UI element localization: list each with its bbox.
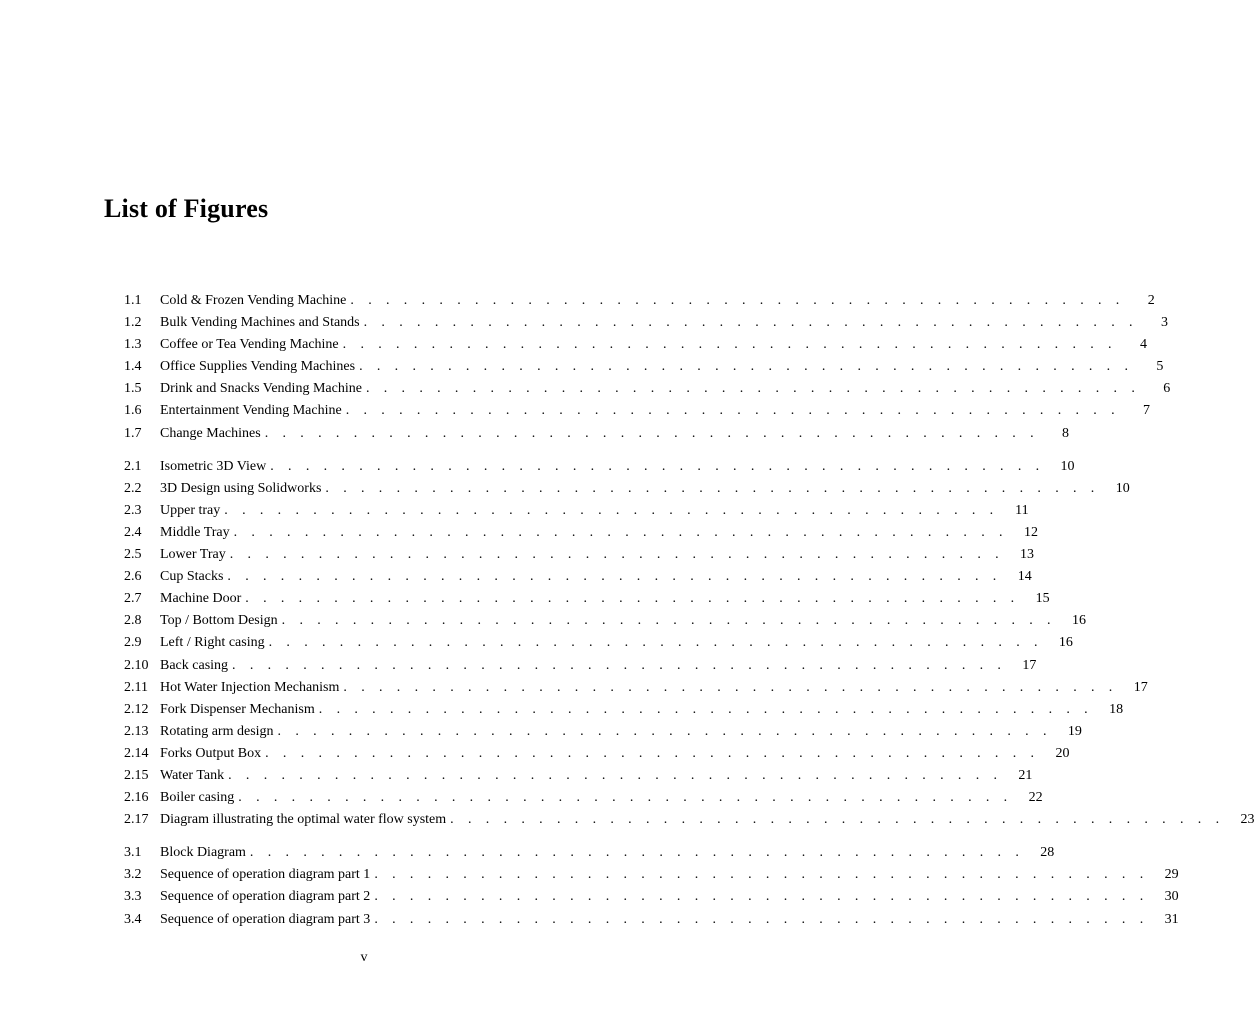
figure-number: 3.2 — [124, 867, 142, 883]
figure-entry[interactable] — [124, 864, 1179, 886]
figure-entry[interactable] — [124, 842, 1055, 864]
figure-number: 2.2 — [124, 480, 142, 496]
figure-number: 2.1 — [124, 458, 142, 474]
figure-title: Boiler casing — [160, 790, 235, 806]
figure-page-number: 7 — [1143, 403, 1151, 419]
figure-group — [124, 290, 1171, 445]
dot-leader: . . . . . . . . . . . . . . . . . . . . . . . . . . . . . . . . . . . . . . . . . . . . — [264, 425, 1040, 441]
figure-entry[interactable] — [124, 378, 1171, 400]
dot-leader: . . . . . . . . . . . . . . . . . . . . . . . . . . . . . . . . . . . . . . . . . . . . — [281, 613, 1056, 629]
dot-leader: . . . . . . . . . . . . . . . . . . . . . . . . . . . . . . . . . . . . . . . . . . . . — [365, 381, 1141, 397]
figure-number: 1.5 — [124, 381, 142, 397]
figure-entry[interactable] — [124, 632, 1073, 654]
figure-title: Sequence of operation diagram part 3 — [160, 911, 371, 927]
figure-title: Forks Output Box — [160, 745, 262, 761]
figure-number: 2.12 — [124, 701, 149, 717]
dot-leader: . . . . . . . . . . . . . . . . . . . . . . . . . . . . . . . . . . . . . . . . . . . . — [249, 845, 1025, 861]
dot-leader: . . . . . . . . . . . . . . . . . . . . . . . . . . . . . . . . . . . . . . . . . . . . — [363, 315, 1138, 331]
figure-entry[interactable] — [124, 456, 1075, 478]
figure-page-number: 10 — [1060, 458, 1075, 474]
figure-number: 2.5 — [124, 547, 142, 563]
figure-number: 1.6 — [124, 403, 142, 419]
dot-leader: . . . . . . . . . . . . . . . . . . . . . . . . . . . . . . . . . . . . . . . . . . . . — [318, 701, 1094, 717]
figure-entry[interactable] — [124, 566, 1032, 588]
figure-title: Water Tank — [160, 767, 225, 783]
figure-title: Bulk Vending Machines and Stands — [160, 315, 360, 331]
figure-group — [124, 456, 1254, 832]
figure-title: Sequence of operation diagram part 1 — [160, 867, 371, 883]
figure-title: Cup Stacks — [160, 569, 224, 585]
figure-number: 2.7 — [124, 591, 142, 607]
figure-page-number: 31 — [1164, 911, 1179, 927]
dot-leader: . . . . . . . . . . . . . . . . . . . . . . . . . . . . . . . . . . . . . . . . . . . . — [238, 790, 1013, 806]
figure-entry[interactable] — [124, 522, 1038, 544]
figure-entry[interactable] — [124, 743, 1070, 765]
figure-group — [124, 842, 1179, 930]
figure-number: 1.7 — [124, 425, 142, 441]
figure-page-number: 8 — [1062, 425, 1070, 441]
list-of-figures — [124, 290, 1254, 931]
figure-page-number: 10 — [1115, 480, 1130, 496]
figure-title: Diagram illustrating the optimal water flow system — [160, 812, 447, 828]
figure-number: 2.17 — [124, 812, 149, 828]
figure-page-number: 12 — [1023, 524, 1038, 540]
figure-entry[interactable] — [124, 312, 1168, 334]
dot-leader: . . . . . . . . . . . . . . . . . . . . . . . . . . . . . . . . . . . . . . . . . . . . — [232, 657, 1007, 673]
figure-title: Hot Water Injection Mechanism — [160, 679, 340, 695]
figure-number: 2.3 — [124, 502, 142, 518]
dot-leader: . . . . . . . . . . . . . . . . . . . . . . . . . . . . . . . . . . . . . . . . . . . . — [228, 767, 1003, 783]
page-number: v — [360, 950, 368, 965]
figure-title: Entertainment Vending Machine — [160, 403, 342, 419]
figure-entry[interactable] — [124, 290, 1155, 312]
figure-number: 3.3 — [124, 889, 142, 905]
figure-entry[interactable] — [124, 588, 1050, 610]
figure-entry[interactable] — [124, 423, 1070, 445]
figure-entry[interactable] — [124, 334, 1147, 356]
figure-page-number: 17 — [1022, 657, 1037, 673]
figure-page-number: 23 — [1240, 812, 1254, 828]
figure-page-number: 4 — [1139, 337, 1147, 353]
figure-title: Lower Tray — [160, 547, 226, 563]
figure-entry[interactable] — [124, 500, 1029, 522]
figure-page-number: 28 — [1040, 845, 1055, 861]
figure-title: Back casing — [160, 657, 229, 673]
figure-number: 2.13 — [124, 723, 149, 739]
figure-entry[interactable] — [124, 677, 1148, 699]
figure-page-number: 22 — [1028, 790, 1043, 806]
figure-page-number: 3 — [1160, 315, 1168, 331]
dot-leader: . . . . . . . . . . . . . . . . . . . . . . . . . . . . . . . . . . . . . . . . . . . . — [268, 635, 1043, 651]
figure-page-number: 20 — [1055, 745, 1070, 761]
dot-leader: . . . . . . . . . . . . . . . . . . . . . . . . . . . . . . . . . . . . . . . . . . . . — [265, 745, 1040, 761]
figure-entry[interactable] — [124, 400, 1151, 422]
dot-leader: . . . . . . . . . . . . . . . . . . . . . . . . . . . . . . . . . . . . . . . . . . . . — [345, 403, 1121, 419]
figure-title: Machine Door — [160, 591, 242, 607]
figure-number: 1.4 — [124, 359, 142, 375]
page-title: List of Figures — [104, 194, 269, 223]
figure-number: 3.4 — [124, 911, 142, 927]
figure-title: Block Diagram — [160, 845, 246, 861]
figure-page-number: 14 — [1017, 569, 1032, 585]
figure-title: Office Supplies Vending Machines — [160, 359, 356, 375]
figure-page-number: 6 — [1163, 381, 1171, 397]
figure-page-number: 13 — [1020, 547, 1035, 563]
dot-leader: . . . . . . . . . . . . . . . . . . . . . . . . . . . . . . . . . . . . . . . . . . . . — [233, 524, 1008, 540]
figure-page-number: 5 — [1156, 359, 1164, 375]
figure-page-number: 18 — [1109, 701, 1124, 717]
figure-page-number: 16 — [1071, 613, 1086, 629]
figure-page-number: 29 — [1164, 867, 1179, 883]
figure-entry[interactable] — [124, 699, 1124, 721]
figure-number: 1.2 — [124, 315, 142, 331]
dot-leader: . . . . . . . . . . . . . . . . . . . . . . . . . . . . . . . . . . . . . . . . . . . . — [342, 337, 1117, 353]
figure-entry[interactable] — [124, 765, 1033, 787]
figure-entry[interactable] — [124, 909, 1179, 931]
figure-title: Coffee or Tea Vending Machine — [160, 337, 339, 353]
dot-leader: . . . . . . . . . . . . . . . . . . . . . . . . . . . . . . . . . . . . . . . . . . . . — [277, 723, 1052, 739]
figure-number: 2.6 — [124, 569, 142, 585]
figure-title: Upper tray — [160, 502, 221, 518]
figure-page-number: 19 — [1067, 723, 1082, 739]
figure-title: Drink and Snacks Vending Machine — [160, 381, 362, 397]
figure-number: 3.1 — [124, 845, 142, 861]
dot-leader: . . . . . . . . . . . . . . . . . . . . . . . . . . . . . . . . . . . . . . . . . . . . — [374, 889, 1149, 905]
figure-number: 2.16 — [124, 790, 149, 806]
figure-number: 1.1 — [124, 293, 142, 308]
figure-title: Rotating arm design — [160, 723, 274, 739]
figure-number: 1.3 — [124, 337, 142, 353]
dot-leader: . . . . . . . . . . . . . . . . . . . . . . . . . . . . . . . . . . . . . . . . . . . . — [325, 480, 1100, 496]
figure-entry[interactable] — [124, 610, 1086, 632]
figure-page-number: 21 — [1018, 767, 1033, 783]
figure-title: Cold & Frozen Vending Machine — [160, 293, 347, 308]
figure-number: 2.4 — [124, 524, 142, 540]
figure-entry[interactable] — [124, 655, 1037, 677]
figure-number: 2.10 — [124, 657, 149, 673]
figure-number: 2.14 — [124, 745, 149, 761]
figure-number: 2.15 — [124, 767, 149, 783]
figure-title: Left / Right casing — [160, 635, 265, 651]
dot-leader: . . . . . . . . . . . . . . . . . . . . . . . . . . . . . . . . . . . . . . . . . . . . — [359, 359, 1134, 375]
dot-leader: . . . . . . . . . . . . . . . . . . . . . . . . . . . . . . . . . . . . . . . . . . . . — [229, 547, 1005, 563]
figure-page-number: 17 — [1133, 679, 1148, 695]
figure-title: Isometric 3D View — [160, 458, 267, 474]
figure-page-number: 15 — [1035, 591, 1050, 607]
figure-title: Sequence of operation diagram part 2 — [160, 889, 371, 905]
figure-title: Top / Bottom Design — [160, 613, 278, 629]
figure-number: 2.9 — [124, 635, 142, 651]
dot-leader: . . . . . . . . . . . . . . . . . . . . . . . . . . . . . . . . . . . . . . . . . . . . — [245, 591, 1020, 607]
dot-leader: . . . . . . . . . . . . . . . . . . . . . . . . . . . . . . . . . . . . . . . . . . . . — [224, 502, 999, 518]
figure-entry[interactable] — [124, 721, 1082, 743]
figure-entry[interactable] — [124, 478, 1130, 500]
figure-title: 3D Design using Solidworks — [160, 480, 322, 496]
figure-page-number: 2 — [1147, 293, 1155, 308]
figure-page-number: 11 — [1015, 502, 1029, 518]
figure-number: 2.8 — [124, 613, 142, 629]
figure-page-number: 16 — [1058, 635, 1073, 651]
dot-leader: . . . . . . . . . . . . . . . . . . . . . . . . . . . . . . . . . . . . . . . . . . . . — [270, 458, 1045, 474]
dot-leader: . . . . . . . . . . . . . . . . . . . . . . . . . . . . . . . . . . . . . . . . . . . . — [227, 569, 1002, 585]
dot-leader: . . . . . . . . . . . . . . . . . . . . . . . . . . . . . . . . . . . . . . . . . . . . — [374, 867, 1149, 883]
figure-entry[interactable] — [124, 544, 1035, 566]
figure-entry[interactable] — [124, 787, 1043, 809]
figure-title: Middle Tray — [160, 524, 230, 540]
dot-leader: . . . . . . . . . . . . . . . . . . . . . . . . . . . . . . . . . . . . . . . . . . . . — [350, 293, 1125, 308]
figure-entry[interactable] — [124, 809, 1254, 831]
figure-title: Fork Dispenser Mechanism — [160, 701, 315, 717]
figure-title: Change Machines — [160, 425, 261, 441]
dot-leader: . . . . . . . . . . . . . . . . . . . . . . . . . . . . . . . . . . . . . . . . . . . . — [374, 911, 1149, 927]
figure-page-number: 30 — [1164, 889, 1179, 905]
dot-leader: . . . . . . . . . . . . . . . . . . . . . . . . . . . . . . . . . . . . . . . . . . . . — [450, 812, 1225, 828]
figure-entry[interactable] — [124, 356, 1164, 378]
dot-leader: . . . . . . . . . . . . . . . . . . . . . . . . . . . . . . . . . . . . . . . . . . . . — [343, 679, 1118, 695]
figure-number: 2.11 — [124, 679, 148, 695]
figure-entry[interactable] — [124, 886, 1179, 908]
